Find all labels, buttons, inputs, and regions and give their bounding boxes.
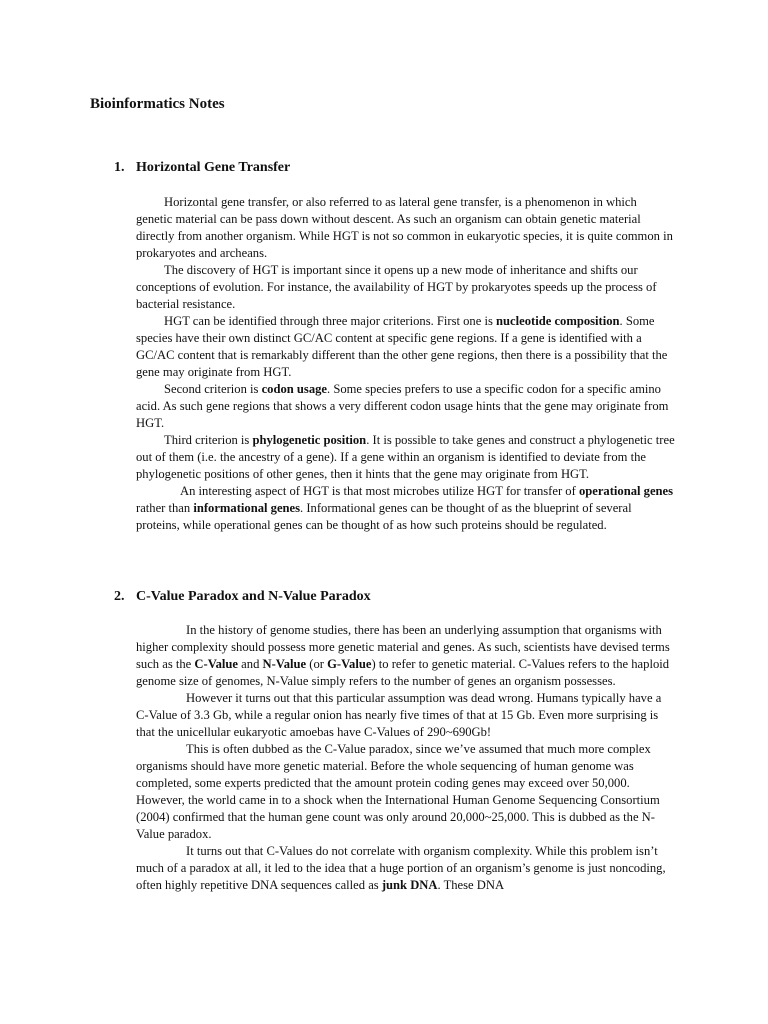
paragraph [136,741,676,843]
section-title: C-Value Paradox and N-Value Paradox [136,589,371,604]
paragraph [136,843,676,894]
text-run: Horizontal gene transfer, or also referred to as lateral gene transfer, is a phenomenon in which genetic material can be pass down without descent. As such an organism can obtain genetic material directly from another organism. While HGT is not so common in eukaryotic species, it is quite common in prokaryotes and archeans. [136,195,673,260]
section-body-horizontal-gene-transfer [136,194,676,534]
paragraph [136,262,676,313]
section-heading-horizontal-gene-transfer [114,159,290,177]
section-number: 2. [114,589,125,604]
paragraph [136,381,676,432]
bold-term: C-Value [194,657,239,671]
text-run: . Some species prefers to use a specific codon for a specific amino acid. As such gene regions that shows a very different codon usage hints that the gene may originate from HGT. [136,382,669,430]
text-run: Third criterion is [164,433,253,447]
text-run: In the history of genome studies, there has been an underlying assumption that organisms with higher complexity should possess more genetic material and genes. As such, scientists have devised terms such as the [136,623,670,671]
bold-term: G-Value [327,657,372,671]
bold-term: phylogenetic position [252,433,367,447]
section-body-c-value-paradox [136,622,676,894]
document-title: Bioinformatics Notes [90,96,225,112]
text-run: The discovery of HGT is important since it opens up a new mode of inheritance and shifts our conceptions of evolution. For instance, the availability of HGT by prokaryotes speeds up the process of bacterial resistance. [136,263,657,311]
section-heading-c-value-paradox [114,588,371,606]
bold-term: junk DNA [381,878,438,892]
bold-term: informational genes [193,501,301,515]
text-run: . Some species have their own distinct GC/AC content at specific gene regions. If a gene is identified with a GC/AC content that is remarkably different than the other gene regions, then there is a possibility that the gene may originate from HGT. [136,314,668,379]
text-run: rather than [136,501,194,515]
bold-term: operational genes [578,484,674,498]
bold-term: codon usage [261,382,328,396]
text-run: (or [306,657,328,671]
text-run: ) to refer to genetic material. C-Values refers to the haploid genome size of genomes, N-Value simply refers to the number of genes an organism possesses. [136,657,670,688]
bold-term: nucleotide composition [496,314,620,328]
text-run: However it turns out that this particular assumption was dead wrong. Humans typically have a C-Value of 3.3 Gb, while a regular onion has nearly five times of that at 15 Gb. Even more surprising is that the unicellular eukaryotic amoebas have C-Values of 290~690Gb! [136,691,662,739]
paragraph [136,313,676,381]
text-run: and [238,657,263,671]
section-title: Horizontal Gene Transfer [136,160,291,175]
bold-term: N-Value [262,657,307,671]
text-run: . Informational genes can be thought of as the blueprint of several proteins, while operational genes can be thought of as how such proteins should be regulated. [136,501,632,532]
text-run: . It is possible to take genes and construct a phylogenetic tree out of them (i.e. the ancestry of a gene). If a gene within an organism is identified to deviate from the phylogenetic positions of other genes, then it hints that the gene may originate from HGT. [136,433,675,481]
text-run: It turns out that C-Values do not correlate with organism complexity. While this problem isn’t much of a paradox at all, it led to the idea that a huge portion of an organism’s genome is just noncoding, often highly repetitive DNA sequences called as [136,844,666,892]
paragraph [136,483,676,534]
paragraph [136,622,676,690]
text-run: This is often dubbed as the C-Value paradox, since we’ve assumed that much more complex organisms should have more genetic material. Before the whole sequencing of human genome was completed, some experts predicted that the amount protein coding genes may exceed over 50,000. However, the world came in to a shock when the International Human Genome Sequencing Consortium (2004) confirmed that the human gene count was only around 20,000~25,000. This is dubbed as the N-Value paradox. [136,742,660,841]
section-number: 1. [114,160,125,175]
paragraph [136,432,676,483]
paragraph [136,194,676,262]
text-run: . These DNA [437,878,505,892]
paragraph [136,690,676,741]
text-run: HGT can be identified through three major criterions. First one is [164,314,497,328]
text-run: Second criterion is [164,382,262,396]
text-run: An interesting aspect of HGT is that most microbes utilize HGT for transfer of [180,484,579,498]
